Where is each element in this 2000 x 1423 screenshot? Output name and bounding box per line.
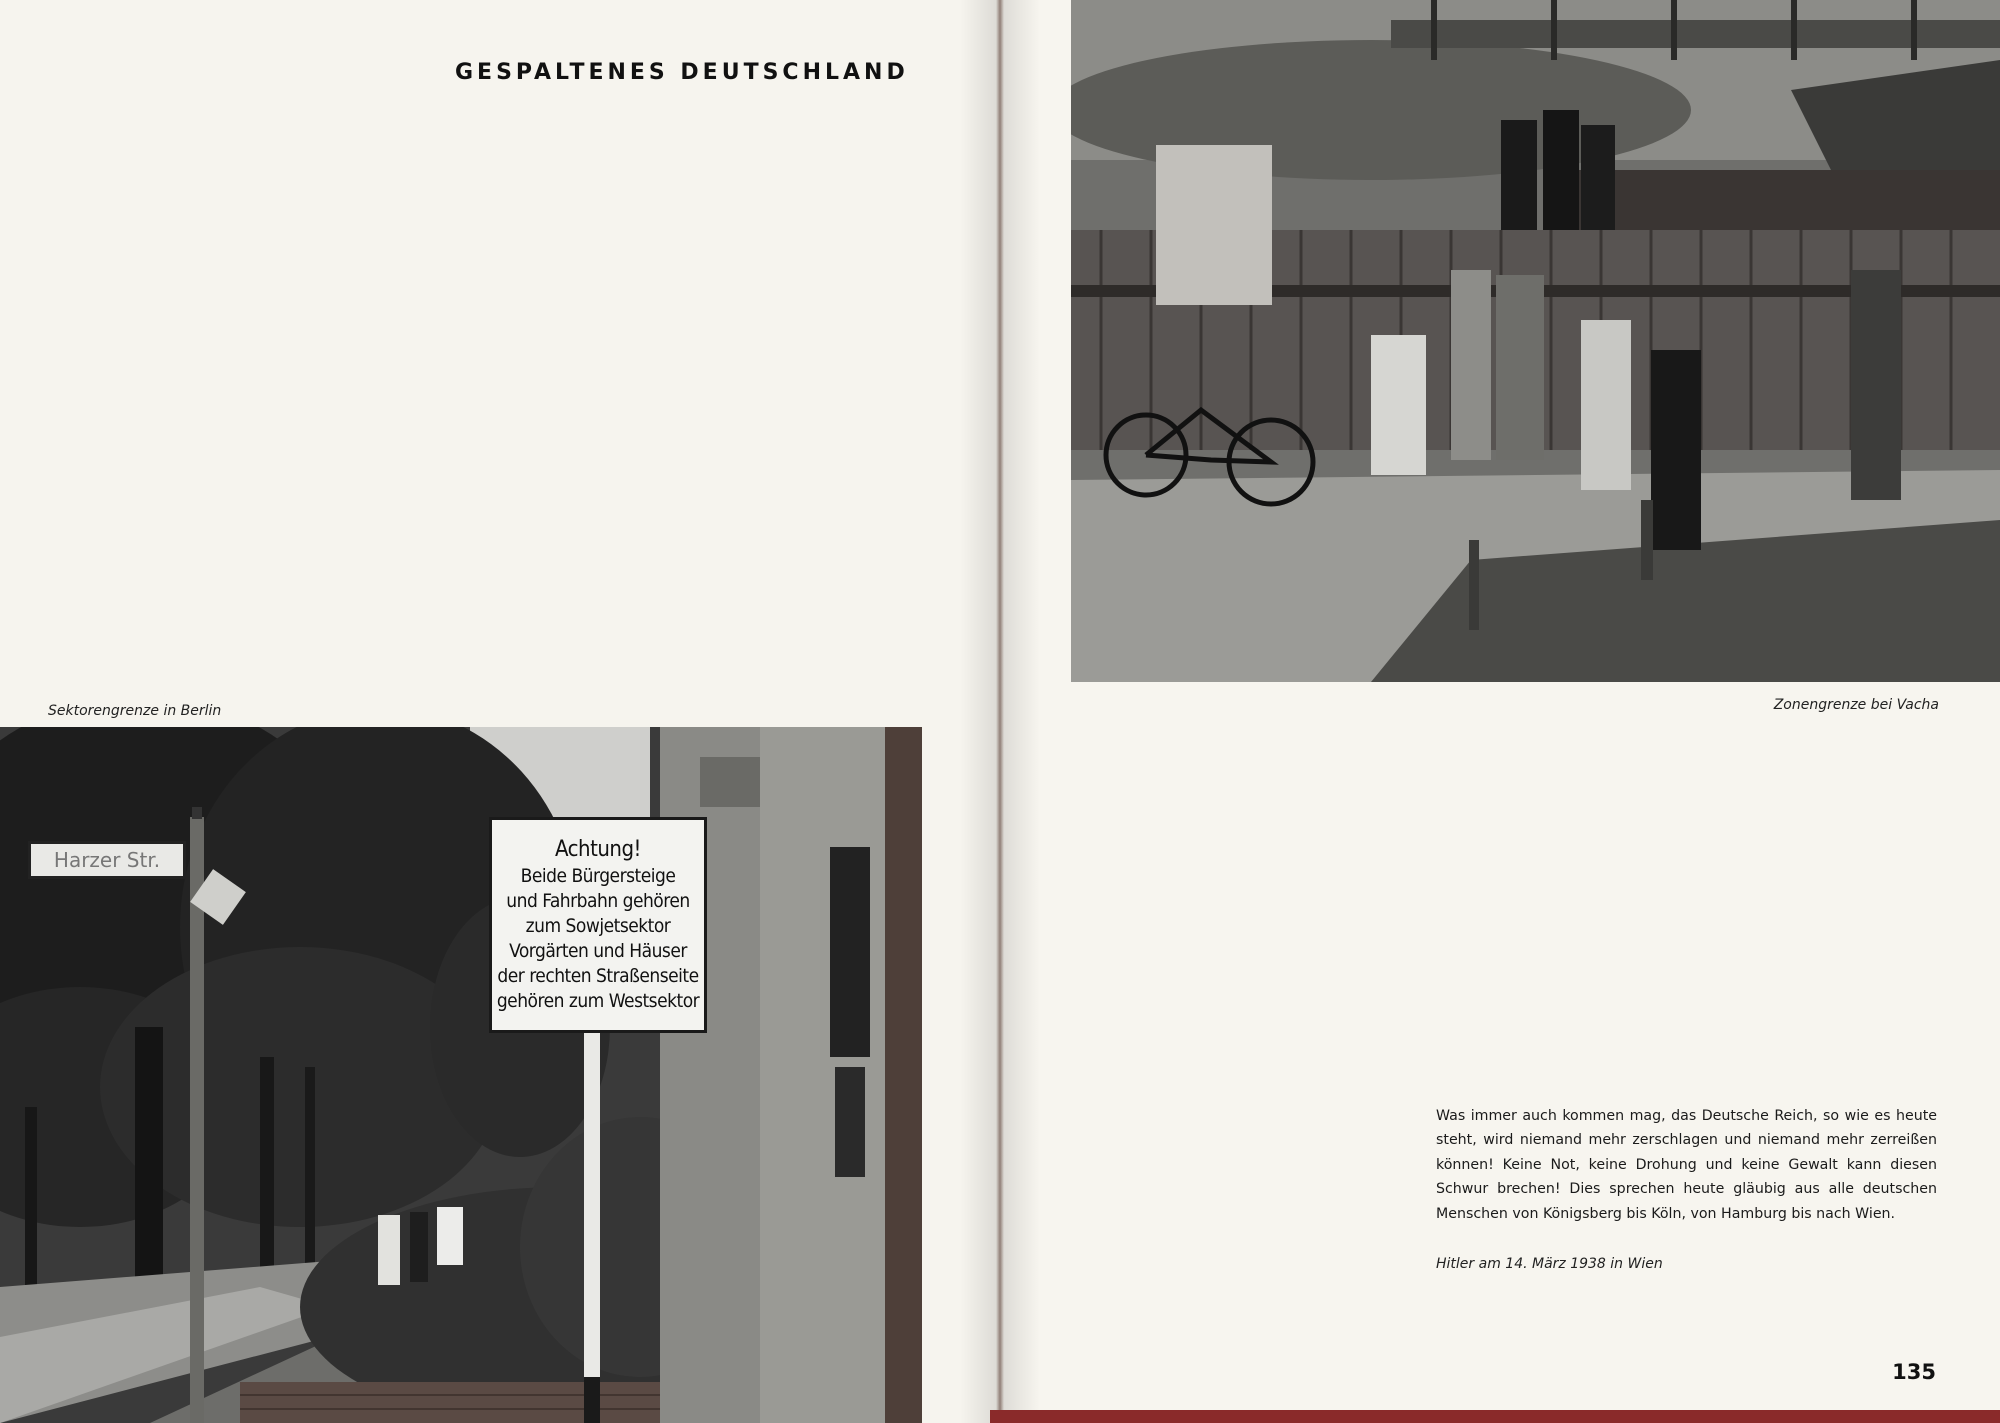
sign-line: der rechten Straßenseite <box>497 964 699 987</box>
book-cover-edge <box>990 1410 2000 1423</box>
quote-attribution: Hitler am 14. März 1938 in Wien <box>1436 1256 1663 1272</box>
running-head: GESPALTENES DEUTSCHLAND <box>455 60 909 85</box>
right-page <box>1000 0 2000 1423</box>
photo-caption-left: Sektorengrenze in Berlin <box>48 703 222 719</box>
photo-sector-border-berlin <box>0 727 922 1423</box>
quote-text <box>1436 1104 1937 1226</box>
street-scene-photo <box>0 727 922 1423</box>
sign-line: Achtung! <box>555 836 641 862</box>
sign-line: Beide Bürgersteige <box>520 864 676 887</box>
quote-paragraph: Was immer auch kommen mag, das Deutsche Reich, so wie es heute steht, wird niemand mehr zerschlagen und niemand mehr zerreißen können! Keine Not, keine Drohung und keine Gewalt kann diesen Schwur brechen! Dies sprechen heute gläubig aus alle deutschen Menschen von Königsberg bis Köln, von Hamburg bis nach Wien. <box>1436 1108 1937 1222</box>
sign-line: und Fahrbahn gehören <box>506 889 690 912</box>
sign-line: gehören zum Westsektor <box>496 989 700 1012</box>
page-number: 135 <box>1892 1360 1936 1384</box>
sector-warning-sign <box>489 817 707 1033</box>
sign-line: Vorgärten und Häuser <box>509 939 687 962</box>
sign-line: zum Sowjetsektor <box>525 914 671 937</box>
street-name-sign: Harzer Str. <box>28 841 186 879</box>
photo-caption-right: Zonengrenze bei Vacha <box>1773 697 1939 713</box>
zone-border-photo <box>1071 0 2000 682</box>
photo-zone-border-vacha <box>1071 0 2000 682</box>
